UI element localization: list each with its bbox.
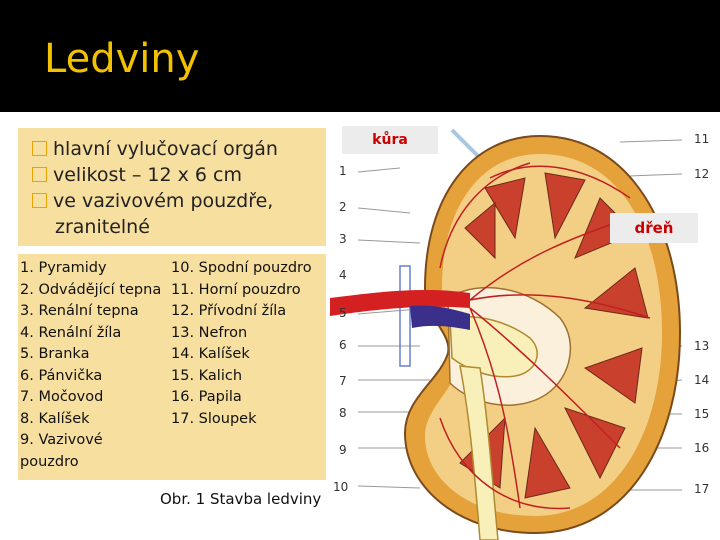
legend-item: 4. Renální žíla <box>20 324 122 341</box>
diagram-number: 17 <box>694 482 710 496</box>
legend-item: 7. Močovod <box>20 389 104 405</box>
bullet-item-continuation: zranitelné <box>55 216 150 238</box>
diagram-number: 14 <box>694 373 710 387</box>
legend-panel <box>18 254 326 480</box>
bullet-panel <box>18 128 326 246</box>
diagram-number: 10 <box>333 480 349 494</box>
diagram-number: 2 <box>339 200 347 214</box>
legend-item: 13. Nefron <box>171 324 248 341</box>
legend-item: 14. Kalíšek <box>171 346 250 362</box>
legend-item: 5. Branka <box>20 346 90 362</box>
diagram-number: 6 <box>339 338 347 352</box>
diagram-number: 12 <box>694 167 710 181</box>
slide-title: Ledviny <box>44 36 200 82</box>
title-bar <box>0 0 720 112</box>
legend-item: 17. Sloupek <box>171 410 257 427</box>
legend-item: 2. Odvádějící tepna <box>20 281 162 298</box>
legend-item: 11. Horní pouzdro <box>171 281 301 298</box>
diagram-number: 3 <box>339 232 347 246</box>
diagram-number: 4 <box>339 268 347 282</box>
bullet-item: ve vazivovém pouzdře, <box>32 188 273 214</box>
legend-item: 9. Vazivové <box>20 432 103 448</box>
legend-item: 15. Kalich <box>171 367 243 384</box>
legend-item: 12. Přívodní žíla <box>171 303 287 319</box>
bullet-item: velikost – 12 x 6 cm <box>32 162 242 188</box>
diagram-number: 5 <box>339 306 347 320</box>
legend-item: 16. Papila <box>171 389 242 405</box>
diagram-number: 7 <box>339 374 347 388</box>
figure-caption: Obr. 1 Stavba ledviny <box>160 490 322 508</box>
diagram-number: 1 <box>339 164 347 178</box>
legend-left-column <box>20 258 161 473</box>
legend-item: pouzdro <box>20 453 79 470</box>
cortex-label: kůra <box>342 126 438 154</box>
legend-item: 8. Kalíšek <box>20 410 90 427</box>
diagram-number: 8 <box>339 406 347 420</box>
checkbox-bullet-icon <box>32 193 47 208</box>
legend-item: 3. Renální tepna <box>20 303 139 319</box>
legend-item: 6. Pánvička <box>20 367 103 384</box>
diagram-number: 13 <box>694 339 710 353</box>
diagram-number: 11 <box>694 132 710 146</box>
diagram-number: 9 <box>339 443 347 457</box>
legend-item: 1. Pyramidy <box>20 260 107 276</box>
medulla-label: dřeň <box>610 213 698 243</box>
legend-item: 10. Spodní pouzdro <box>171 260 312 276</box>
bullet-item: hlavní vylučovací orgán <box>32 136 278 162</box>
diagram-number: 15 <box>694 407 710 421</box>
kidney-diagram <box>330 118 720 540</box>
legend-right-column <box>171 258 312 430</box>
diagram-number: 16 <box>694 441 710 455</box>
checkbox-bullet-icon <box>32 141 47 156</box>
checkbox-bullet-icon <box>32 167 47 182</box>
